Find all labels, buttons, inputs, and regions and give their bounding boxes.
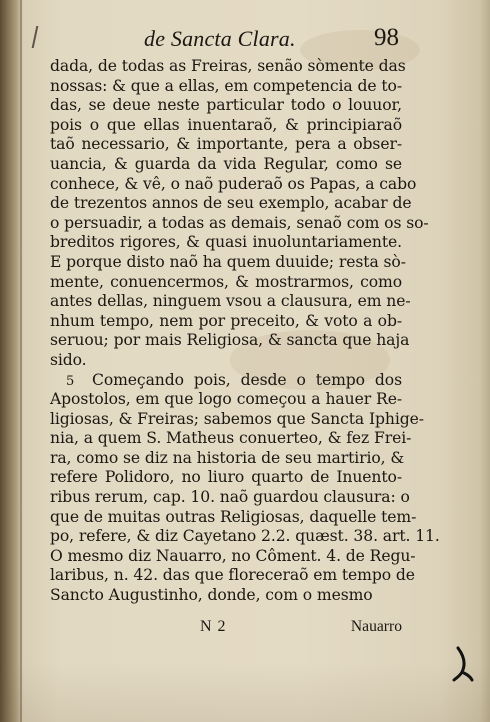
catchword: Nauarro	[350, 618, 402, 635]
page-fold-line	[20, 0, 22, 722]
text-line: nhum tempo, nem por preceito, & voto a ob-	[50, 311, 402, 330]
text-line: dada, de todas as Freiras, senão sòmente das	[50, 57, 406, 75]
text-line: uancia, & guarda da vida Regular, como se	[50, 154, 402, 173]
text-line: Começando pois, desde o tempo dos	[92, 370, 402, 389]
text-line: seruou; por mais Religiosa, & sancta que haja	[50, 331, 410, 350]
paragraph-first-line	[50, 371, 402, 391]
text-line: refere Polidoro, no liuro quarto de Inuento-	[50, 468, 402, 487]
text-line: nia, a quem S. Matheus conuerteo, & fez Frei-	[50, 429, 412, 448]
text-line: breditos rigores, & quasi inuoluntariamente.	[50, 233, 402, 252]
text-line: sido.	[50, 350, 87, 369]
corner-mark	[32, 26, 49, 48]
book-gutter	[0, 0, 22, 722]
text-line: O mesmo diz Nauarro, no Côment. 4. de Regu-	[50, 546, 416, 565]
running-head: de Sancta Clara.	[144, 26, 296, 51]
page-footer	[50, 618, 402, 642]
text-line: de trezentos annos de seu exemplo, acabar de	[50, 194, 412, 213]
text-line: pois o que ellas inuentaraõ, & principiaraõ	[50, 115, 402, 134]
text-line: das, se deue neste particular todo o louuor,	[50, 96, 402, 115]
text-line: taõ necessario, & importante, pera a obser-	[50, 135, 402, 154]
text-line: laribus, n. 42. das que floreceraõ em tempo de	[50, 566, 415, 585]
text-line: conhece, & vê, o naõ puderaõ os Papas, a cabo	[50, 174, 417, 193]
text-line: o persuadir, a todas as demais, senaõ com os so-	[50, 213, 429, 232]
text-line: nossas: & que a ellas, em competencia de to-	[50, 76, 402, 95]
page-number: 98	[374, 24, 399, 51]
text-line: Apostolos, em que logo começou a hauer Re-	[50, 390, 402, 409]
text-line: po, refere, & diz Cayetano 2.2. quæst. 38. art. 11.	[50, 527, 440, 546]
text-line: ribus rerum, cap. 10. naõ guardou clausura: o	[50, 488, 410, 507]
body-text	[50, 57, 440, 606]
page-header	[0, 18, 490, 58]
text-line: Sancto Augustinho, donde, com o mesmo	[50, 586, 373, 605]
page-shadow	[0, 662, 490, 722]
text-line: ligiosas, & Freiras; sabemos que Sancta Iphige-	[50, 409, 424, 428]
text-line: que de muitas outras Religiosas, daquelle tem-	[50, 507, 417, 526]
text-line: mente, conuencermos, & mostrarmos, como	[50, 272, 402, 291]
text-line: E porque disto naõ ha quem duuide; resta sò-	[50, 252, 406, 271]
paragraph-number: 5	[66, 373, 75, 389]
signature-mark: N 2	[200, 618, 227, 635]
text-line: antes dellas, ninguem vsou a clausura, em ne-	[50, 292, 411, 311]
text-line: ra, como se diz na historia de seu martirio, &	[50, 448, 405, 467]
